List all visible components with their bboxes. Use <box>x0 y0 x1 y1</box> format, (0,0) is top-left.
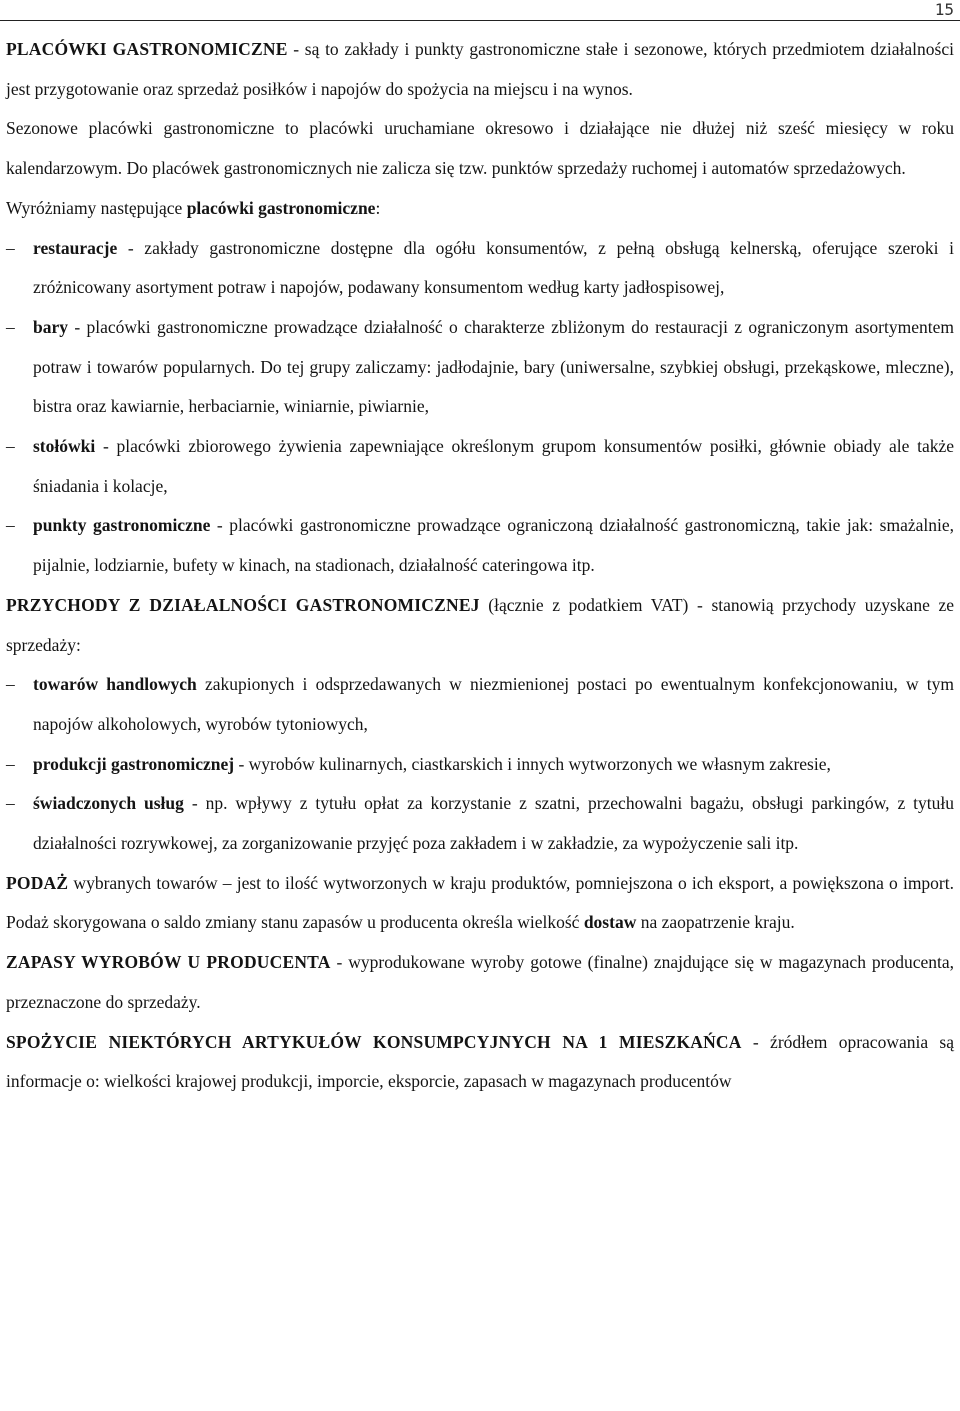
list-item-term: towarów handlowych <box>33 674 197 695</box>
paragraph-placowki <box>6 30 954 109</box>
paragraph-podaz <box>6 864 954 943</box>
paragraph-text: : <box>375 197 381 218</box>
list-item-text: - np. wpływy z tytułu opłat za korzystanie z szatni, przechowalni bagażu, obsługi parkingów, z tytułu działalności rozrywkowej, za zorganizowanie przyjęć poza zakładem i w zakładzie, za wypożyczenie sali itp. <box>33 793 954 854</box>
list-item-produkcji <box>6 745 954 785</box>
page-number: 15 <box>934 0 954 19</box>
term-zapasy: ZAPASY WYROBÓW U PRODUCENTA <box>6 952 331 973</box>
dash-bullet: – <box>6 793 15 814</box>
dash-bullet: – <box>6 753 15 774</box>
list-item-term: produkcji gastronomicznej <box>33 753 235 774</box>
term-placowki: placówki gastronomiczne <box>186 197 376 218</box>
list-item-restauracje <box>6 229 954 308</box>
list-item-term: świadczonych usług <box>33 793 184 814</box>
paragraph-wyrozniamy <box>6 189 954 229</box>
list-item-text: zakupionych i odsprzedawanych w niezmienionej postaci po ewentualnym konfekcjonowaniu, w tym napojów alkoholowych, wyrobów tytoniowych, <box>33 674 955 734</box>
list-item-bary <box>6 308 954 427</box>
term-przychody: PRZYCHODY Z DZIAŁALNOŚCI GASTRONOMICZNEJ <box>6 594 480 615</box>
paragraph-text: - są to zakłady i punkty gastronomiczne stałe i sezonowe, których przedmiotem działalności jest przygotowanie oraz sprzedaż posiłków i napojów do spożycia na miejscu i na wynos. <box>6 39 954 99</box>
list-item-towarow <box>6 665 954 744</box>
list-item-text: - placówki gastronomiczne prowadzące działalność o charakterze zbliżonym do restauracji z ograniczonym asortymentem potraw i towarów popularnych. Do tej grupy zaliczamy: jadłodajnie, bary (uniwersalne, szybkiej obsługi, przekąskowe, mleczne), bistra oraz kawiarnie, herbaciarnie, winiarnie, piwiarnie, <box>33 316 954 417</box>
list-item-text: - placówki gastronomiczne prowadzące ograniczoną działalność gastronomiczną, takie jak: smażalnie, pijalnie, lodziarnie, bufety w kinach, na stadionach, działalność cateringowa itp. <box>33 515 954 576</box>
dash-bullet: – <box>6 436 15 457</box>
paragraph-zapasy <box>6 943 954 1022</box>
term-podaz: PODAŻ <box>6 872 69 893</box>
dash-bullet: – <box>6 674 15 695</box>
paragraph-text: na zaopatrzenie kraju. <box>636 912 795 933</box>
document-body <box>6 30 954 1102</box>
list-item-term: restauracje <box>33 237 118 258</box>
list-item-term: punkty gastronomiczne <box>33 515 211 536</box>
dash-bullet: – <box>6 237 15 258</box>
list-item-uslug <box>6 784 954 863</box>
paragraph-text: Wyróżniamy następujące <box>6 197 187 218</box>
paragraph-przychody <box>6 586 954 665</box>
list-item-text: - wyrobów kulinarnych, ciastkarskich i innych wytworzonych we własnym zakresie, <box>234 753 831 774</box>
dash-bullet: – <box>6 515 15 536</box>
paragraph-text: (łącznie z podatkiem VAT) - stanowią przychody uzyskane ze sprzedaży: <box>6 594 954 655</box>
term-placowki-gastronomiczne: PLACÓWKI GASTRONOMICZNE <box>6 39 288 59</box>
paragraph-text: - źródłem opracowania są informacje o: wielkości krajowej produkcji, imporcie, eksporcie, zapasach w magazynach producentów <box>6 1031 954 1092</box>
paragraph-sezonowe: Sezonowe placówki gastronomiczne to placówki uruchamiane okresowo i działające nie dłużej niż sześć miesięcy w roku kalendarzowym. Do placówek gastronomicznych nie zalicza się tzw. punktów sprzedaży ruchomej i automatów sprzedażowych. <box>6 118 954 179</box>
list-item-stolowki <box>6 427 954 506</box>
list-item-text: - zakłady gastronomiczne dostępne dla ogółu konsumentów, z pełną obsługą kelnerską, oferujące szeroki i zróżnicowany asortyment potraw i napojów, podawany konsumentom według karty jadłospisowej, <box>33 237 954 298</box>
dash-bullet: – <box>6 316 15 337</box>
paragraph-text: - wyprodukowane wyroby gotowe (finalne) znajdujące się w magazynach producenta, przeznaczone do sprzedaży. <box>6 952 954 1012</box>
list-item-term: bary <box>33 316 68 337</box>
term-dostaw: dostaw <box>583 912 637 933</box>
header-rule <box>0 20 960 21</box>
list-item-punkty <box>6 506 954 585</box>
paragraph-spozycie <box>6 1023 954 1102</box>
paragraph-text: wybranych towarów – jest to ilość wytworzonych w kraju produktów, pomniejszona o ich eksport, a powiększona o import. Podaż skorygowana o saldo zmiany stanu zapasów u producenta określa wielkość <box>6 872 954 933</box>
list-item-text: - placówki zbiorowego żywienia zapewniające określonym grupom konsumentów posiłki, głównie obiady ale także śniadania i kolacje, <box>33 436 954 496</box>
term-spozycie: SPOŻYCIE NIEKTÓRYCH ARTYKUŁÓW KONSUMPCYJNYCH NA 1 MIESZKAŃCA <box>6 1031 742 1052</box>
list-item-term: stołówki <box>33 436 96 457</box>
